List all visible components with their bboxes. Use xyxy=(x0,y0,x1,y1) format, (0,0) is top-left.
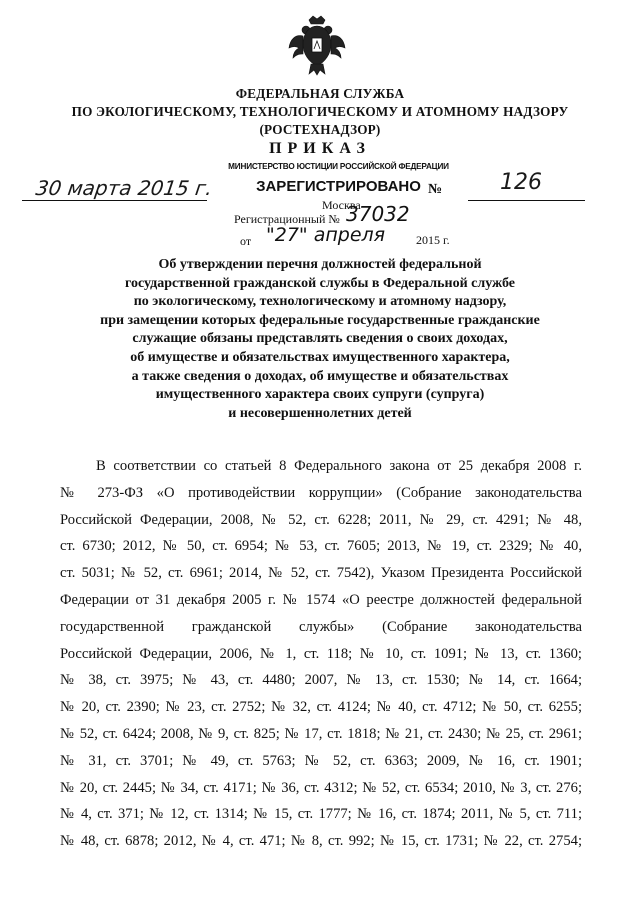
body-line: № 38, ст. 3975; № 43, ст. 4480; 2007, № 13, ст. 1530; № 14, ст. 1664; xyxy=(60,672,582,689)
title-line: государственной гражданской службы в Федеральной службе xyxy=(124,275,516,291)
document-type: ПРИКАЗ xyxy=(269,140,371,157)
body-line: В соответствии со статьей 8 Федерального закона от 25 декабря 2008 г. xyxy=(96,458,582,474)
body-line: № 273-ФЗ «О противодействии коррупции» (Собрание законодательства xyxy=(60,484,582,501)
stamp-date: "27" апреля xyxy=(266,224,386,246)
double-headed-eagle-icon xyxy=(287,14,347,76)
title-line: служащие обязаны представлять сведения о своих доходах, xyxy=(132,331,508,347)
agency-abbreviation: (РОСТЕХНАДЗОР) xyxy=(259,122,381,137)
stamp-date-prefix: от xyxy=(240,234,252,248)
body-line: № 4, ст. 371; № 12, ст. 1314; № 15, ст. 1777; № 16, ст. 1874; 2011, № 5, ст. 711; xyxy=(60,806,582,823)
order-body xyxy=(60,453,582,855)
order-date: 30 марта 2015 г. xyxy=(34,176,214,200)
body-line: Российской Федерации, 2006, № 1, ст. 118; № 10, ст. 1091; № 13, ст. 1360; xyxy=(60,645,582,662)
stamp-city: Москва xyxy=(322,198,361,212)
body-line: ст. 5031; № 52, ст. 6961; 2014, № 52, ст. 7542), Указом Президента Российской xyxy=(60,565,582,582)
stamp-ministry: МИНИСТЕРСТВО ЮСТИЦИИ РОССИЙСКОЙ ФЕДЕРАЦИИ xyxy=(228,162,449,171)
body-line: № 48, ст. 6878; 2012, № 4, ст. 471; № 8, ст. 992; № 15, ст. 1731; № 22, ст. 2754; xyxy=(60,833,582,850)
order-title xyxy=(50,256,590,423)
order-number: 126 xyxy=(500,170,542,195)
body-line: ст. 6730; 2012, № 50, ст. 6954; № 53, ст. 7605; 2013, № 19, ст. 2329; № 40, xyxy=(60,538,582,555)
body-line: № 52, ст. 6424; 2008, № 9, ст. 825; № 17, ст. 1818; № 21, ст. 2430; № 25, ст. 2961; xyxy=(60,725,582,742)
body-line: Федерации от 31 декабря 2005 г. № 1574 «О реестре должностей федеральной xyxy=(60,591,582,608)
body-line: № 20, ст. 2390; № 23, ст. 2752; № 32, ст. 4124; № 40, ст. 4712; № 50, ст. 6255; xyxy=(60,699,582,716)
title-line: имущественного характера своих супруги (супруга) xyxy=(155,387,485,403)
number-sign: № xyxy=(428,182,443,197)
stamp-registered: ЗАРЕГИСТРИРОВАНО xyxy=(256,178,421,195)
date-underline xyxy=(22,200,207,201)
title-line: и несовершеннолетних детей xyxy=(228,405,412,421)
body-line: Российской Федерации, 2008, № 52, ст. 6228; 2011, № 29, ст. 4291; № 48, xyxy=(60,511,582,528)
title-line: об имуществе и обязательствах имущественного характера, xyxy=(130,349,510,365)
title-line: Об утверждении перечня должностей федеральной xyxy=(158,257,482,272)
title-line: а также сведения о доходах, об имуществе и обязательствах xyxy=(131,368,509,384)
body-line: № 31, ст. 3701; № 49, ст. 5763; № 52, ст. 6363; 2009, № 16, ст. 1901; xyxy=(60,752,582,769)
stamp-regno: 37032 xyxy=(346,202,410,226)
body-line: № 20, ст. 2445; № 34, ст. 4171; № 36, ст. 4312; № 52, ст. 6534; 2010, № 3, ст. 276; xyxy=(60,779,582,796)
registration-stamp xyxy=(226,160,451,252)
stamp-regno-label: Регистрационный № xyxy=(234,212,340,226)
stamp-year: 2015 г. xyxy=(416,233,450,247)
number-underline xyxy=(468,200,585,201)
title-line: по экологическому, технологическому и атомному надзору, xyxy=(133,294,507,310)
agency-subtitle: ПО ЭКОЛОГИЧЕСКОМУ, ТЕХНОЛОГИЧЕСКОМУ И АТОМНОМУ НАДЗОРУ xyxy=(71,104,569,119)
agency-name: ФЕДЕРАЛЬНАЯ СЛУЖБА xyxy=(235,86,405,101)
title-line: при замещении которых федеральные государственные гражданские xyxy=(100,312,540,328)
body-line: государственной гражданской службы» (Собрание законодательства xyxy=(60,618,582,635)
